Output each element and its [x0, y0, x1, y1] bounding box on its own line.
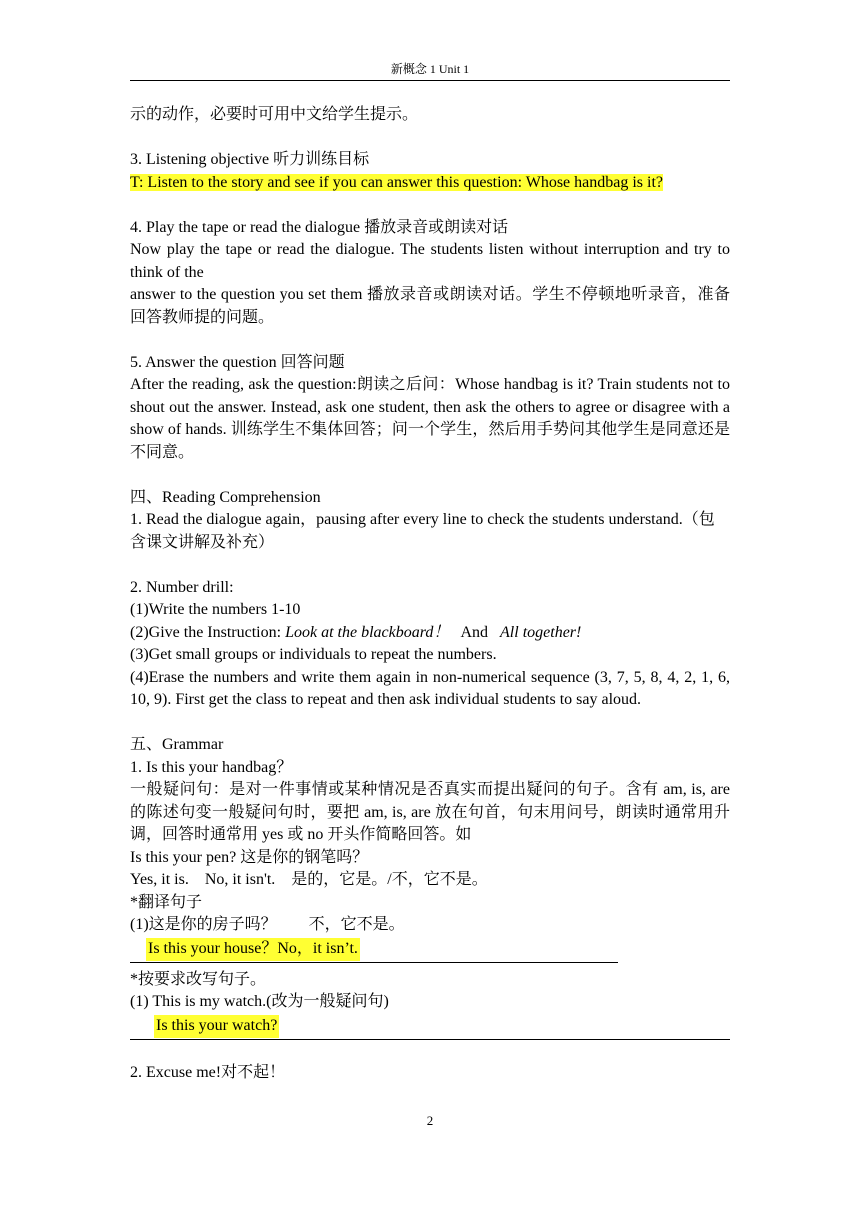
page-header: 新概念 1 Unit 1	[390, 62, 470, 76]
grammar-item-1: 1. Is this your handbag？	[130, 758, 293, 776]
answer-underline	[130, 1039, 730, 1040]
answer-underline	[130, 962, 618, 963]
highlight-text: T: Listen to the story and see if you can answer this question: Whose handbag is it?	[130, 173, 664, 191]
section-heading-answer: 5. Answer the question 回答问题	[130, 353, 345, 371]
drill-step-2: (2)Give the Instruction: Look at the blackboard！ And All together!	[130, 623, 582, 641]
instruction-italic-2: All together!	[500, 623, 582, 641]
page-number: 2	[426, 1113, 434, 1128]
rewrite-heading: *按要求改写句子。	[130, 970, 267, 988]
translate-answer: Is this your house？No，it isn’t.	[146, 938, 360, 961]
grammar-item-2: 2. Excuse me!对不起！	[130, 1064, 286, 1081]
section-heading-play-tape: 4. Play the tape or read the dialogue 播放录音或朗读对话	[130, 218, 509, 236]
number-drill-heading: 2. Number drill:	[130, 578, 234, 596]
section-heading-grammar: 五、Grammar	[130, 736, 224, 753]
paragraph-fragment: 示的动作，必要时可用中文给学生提示。	[130, 106, 419, 123]
reading-item-1: 1. Read the dialogue again，pausing after every line to check the students understand.（包含课文讲解及补充）	[130, 511, 715, 551]
translate-answer-line	[130, 937, 730, 963]
rewrite-answer-line	[130, 1014, 730, 1040]
grammar-explanation: 一般疑问句：是对一件事情或某种情况是否真实而提出疑问的句子。含有 am, is, are 的陈述句变一般疑问句时，要把 am, is, are 放在句首，句末用问号，朗读时通常用升调，回答时通常用 yes 或 no 开头作简略回答。如	[130, 781, 730, 843]
paragraph-play-tape-1: Now play the tape or read the dialogue. The students listen without interruption and try to think of the	[130, 241, 730, 281]
drill-step-4: (4)Erase the numbers and write them again in non-numerical sequence (3, 7, 5, 8, 4, 2, 1, 6, 10, 9). First get the class to repeat and then ask individual students to say aloud.	[130, 668, 730, 708]
section-heading-listening: 3. Listening objective 听力训练目标	[130, 151, 370, 168]
header-rule	[130, 80, 730, 81]
paragraph-answer: After the reading, ask the question:朗读之后问：Whose handbag is it? Train students not to shout out the answer. Instead, ask one student, then ask the others to agree or disagree with a show of hands. 训练学生不集体回答；问一个学生，然后用手势问其他学生是同意还是不同意。	[130, 376, 730, 461]
drill-step-1: (1)Write the numbers 1-10	[130, 601, 301, 618]
instruction-italic-1: Look at the blackboard！	[285, 623, 450, 641]
rewrite-question: (1) This is my watch.(改为一般疑问句)	[130, 993, 389, 1010]
grammar-example-2: Yes, it is. No, it isn't. 是的，它是。/不，它不是。	[130, 871, 488, 888]
paragraph-play-tape-2: answer to the question you set them 播放录音或朗读对话。学生不停顿地听录音，准备回答教师提的问题。	[130, 286, 730, 326]
section-heading-reading: 四、Reading Comprehension	[130, 488, 321, 506]
highlighted-question	[130, 172, 730, 195]
translate-question: (1)这是你的房子吗？ 不，它不是。	[130, 916, 405, 933]
rewrite-answer: Is this your watch?	[154, 1015, 279, 1038]
grammar-example-1: Is this your pen? 这是你的钢笔吗？	[130, 848, 369, 866]
drill-step-3: (3)Get small groups or individuals to repeat the numbers.	[130, 646, 497, 663]
document-body	[130, 104, 730, 1085]
translate-heading: *翻译句子	[130, 893, 203, 911]
